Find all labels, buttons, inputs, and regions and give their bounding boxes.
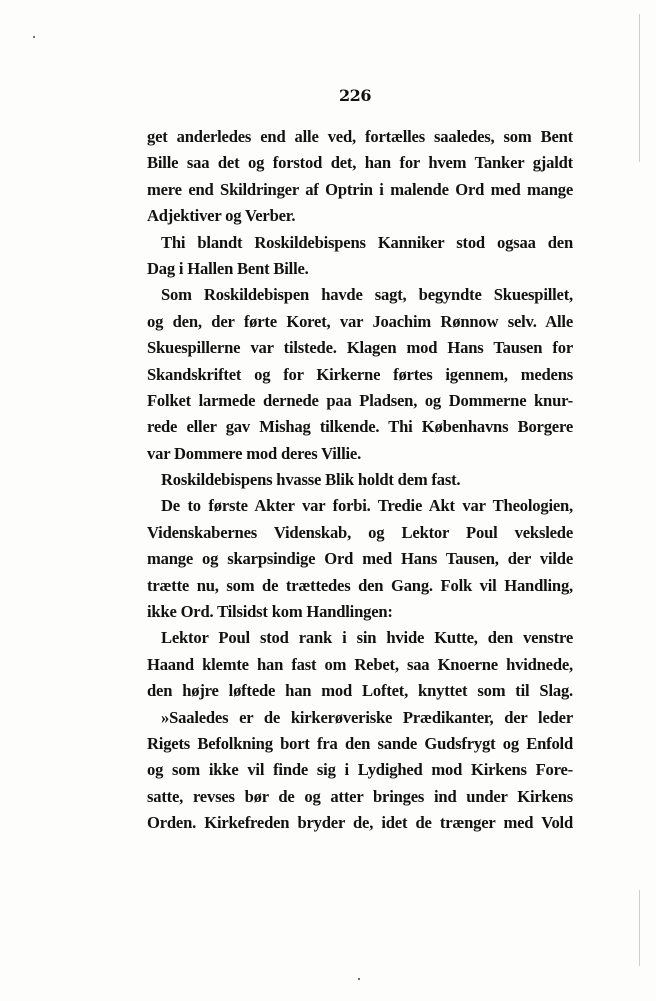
body-text — [147, 124, 573, 837]
text-line: get anderledes end alle ved, fortælles saaledes, som Bent — [147, 127, 573, 146]
text-line: Adjektiver og Verber. — [147, 206, 296, 226]
text-line: Roskildebispens hvasse Blik holdt dem fast. — [161, 470, 461, 490]
text-line: mange og skarpsindige Ord med Hans Tausen, der vilde — [147, 549, 573, 569]
text-line: og som ikke vil finde sig i Lydighed mod Kirkens Fore- — [147, 760, 573, 780]
text-line: Haand klemte han fast om Rebet, saa Knoerne hvidnede, — [147, 654, 573, 674]
text-line: mere end Skildringer af Optrin i malende Ord med mange — [147, 179, 573, 199]
text-line: og den, der førte Koret, var Joachim Rønnow selv. Alle — [147, 311, 573, 331]
page-edge-line — [639, 890, 640, 966]
text-line: Dag i Hallen Bent Bille. — [147, 258, 309, 278]
text-line: Skandskriftet og for Kirkerne førtes igennem, medens — [147, 364, 573, 384]
text-line: rede eller gav Mishag tilkende. Thi Københavns Borgere — [147, 417, 573, 437]
text-line: trætte nu, som de trættedes den Gang. Folk vil Handling, — [147, 575, 573, 595]
text-line: Orden. Kirkefreden bryder de, idet de trænger med Vold — [147, 813, 573, 833]
text-line: Rigets Befolkning bort fra den sande Gudsfrygt og Enfold — [147, 733, 573, 753]
text-line: den højre løftede han mod Loftet, knyttet som til Slag. — [147, 681, 573, 701]
text-line: var Dommere mod deres Villie. — [147, 443, 362, 463]
text-line: »Saaledes er de kirkerøveriske Prædikanter, der leder — [161, 707, 573, 727]
text-line: Skuespillerne var tilstede. Klagen mod Hans Tausen for — [147, 338, 573, 358]
text-line: Bille saa det og forstod det, han for hvem Tanker gjaldt — [147, 153, 573, 173]
text-line: ikke Ord. Tilsidst kom Handlingen: — [147, 602, 393, 622]
text-line: Som Roskildebispen havde sagt, begyndte Skuespillet, — [161, 285, 573, 305]
scan-speck — [358, 978, 360, 980]
text-line: Thi blandt Roskildebispens Kanniker stod ogsaa den — [161, 232, 573, 252]
text-line: satte, revses bør de og atter bringes ind under Kirkens — [147, 786, 573, 806]
scan-speck — [33, 36, 35, 38]
text-line: De to første Akter var forbi. Tredie Akt var Theologien, — [161, 496, 573, 516]
text-line: Lektor Poul stod rank i sin hvide Kutte, den venstre — [161, 628, 573, 648]
page-number: 226 — [339, 86, 371, 105]
text-line: Videnskabernes Videnskab, og Lektor Poul vekslede — [147, 522, 573, 542]
text-line: Folket larmede dernede paa Pladsen, og Dommerne knur- — [147, 390, 573, 410]
